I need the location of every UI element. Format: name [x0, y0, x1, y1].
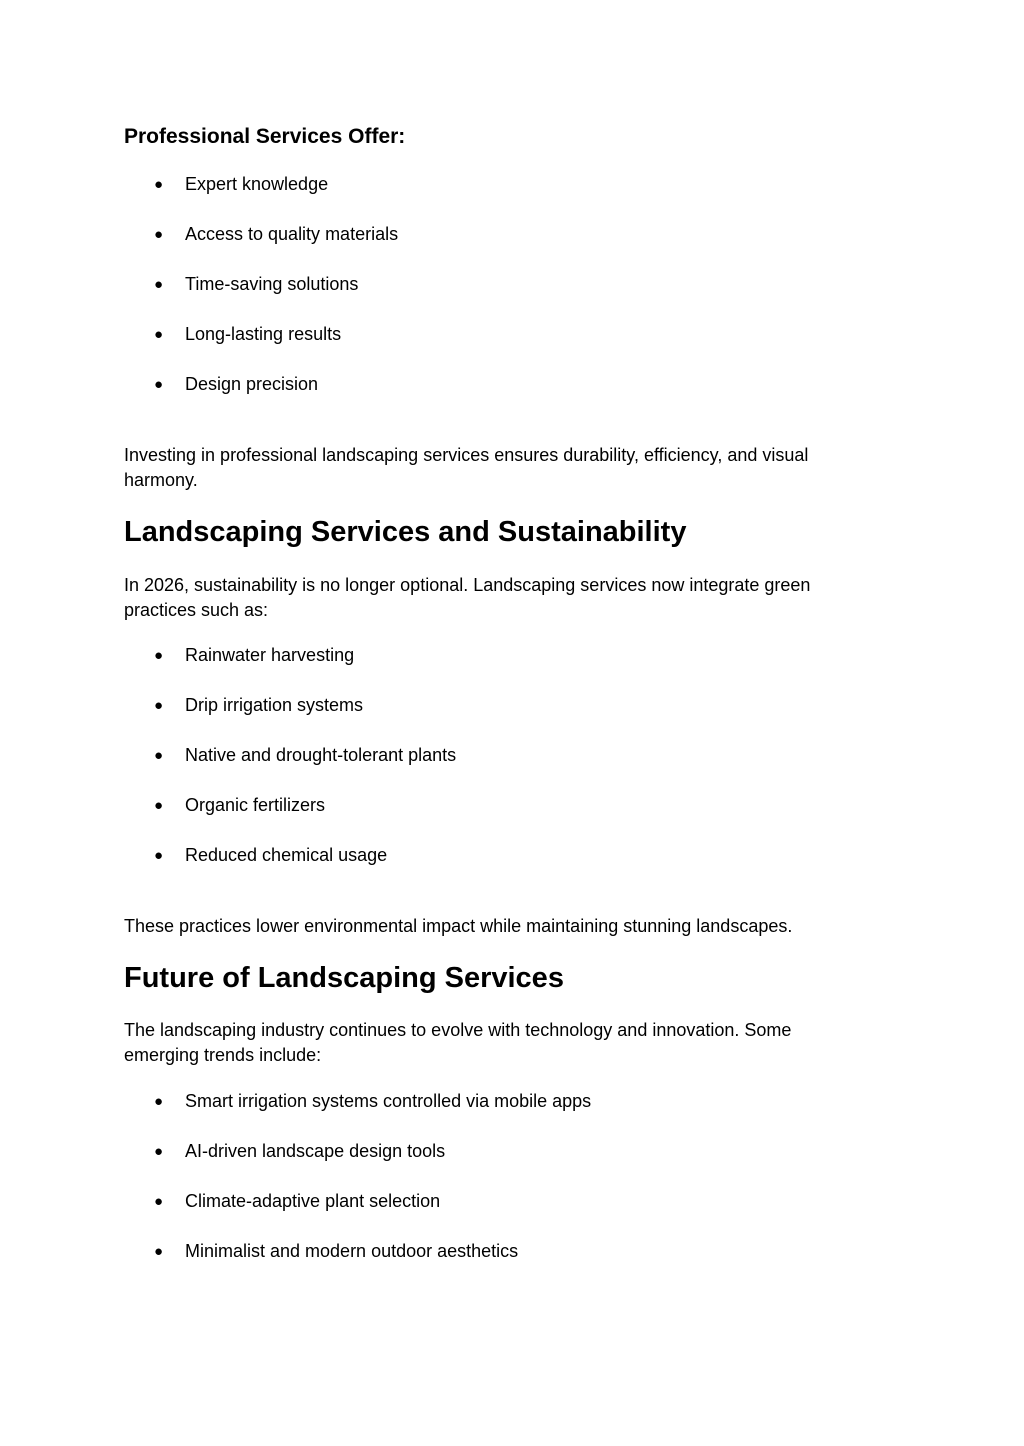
bullet-icon: ●: [154, 1243, 164, 1260]
bullet-icon: ●: [154, 276, 164, 293]
list-item-text: Native and drought-tolerant plants: [185, 745, 457, 765]
bullet-icon: ●: [154, 1193, 164, 1210]
sustainability-intro: In 2026, sustainability is no longer optional. Landscaping services now integrate green practices such as:: [124, 575, 811, 620]
bullet-icon: ●: [154, 376, 164, 393]
bullet-icon: ●: [154, 1093, 164, 1110]
bullet-icon: ●: [154, 647, 164, 664]
list-item-text: Expert knowledge: [185, 174, 329, 194]
list-item-text: Organic fertilizers: [185, 795, 326, 815]
list-item-text: AI-driven landscape design tools: [185, 1141, 446, 1161]
list-item-text: Reduced chemical usage: [185, 845, 388, 865]
list-item-text: Climate-adaptive plant selection: [185, 1191, 441, 1211]
bullet-icon: ●: [154, 747, 164, 764]
bullet-icon: ●: [154, 797, 164, 814]
list-item-text: Long-lasting results: [185, 324, 342, 344]
sustainability-summary: These practices lower environmental impact while maintaining stunning landscapes.: [124, 916, 793, 936]
list-item-text: Minimalist and modern outdoor aesthetics: [185, 1241, 519, 1261]
future-heading: Future of Landscaping Services: [124, 962, 564, 994]
professional-services-summary: Investing in professional landscaping services ensures durability, efficiency, and visual harmony.: [124, 445, 809, 490]
list-item-text: Design precision: [185, 374, 319, 394]
bullet-icon: ●: [154, 847, 164, 864]
list-item-text: Time-saving solutions: [185, 274, 359, 294]
sustainability-heading: Landscaping Services and Sustainability: [124, 516, 687, 548]
bullet-icon: ●: [154, 1143, 164, 1160]
bullet-icon: ●: [154, 176, 164, 193]
list-item-text: Rainwater harvesting: [185, 645, 355, 665]
bullet-icon: ●: [154, 326, 164, 343]
list-item-text: Access to quality materials: [185, 224, 399, 244]
future-intro: The landscaping industry continues to evolve with technology and innovation. Some emerging trends include:: [124, 1020, 792, 1065]
list-item-text: Drip irrigation systems: [185, 695, 364, 715]
bullet-icon: ●: [154, 226, 164, 243]
list-item-text: Smart irrigation systems controlled via mobile apps: [185, 1091, 592, 1111]
bullet-icon: ●: [154, 697, 164, 714]
professional-services-heading: Professional Services Offer:: [124, 125, 406, 148]
